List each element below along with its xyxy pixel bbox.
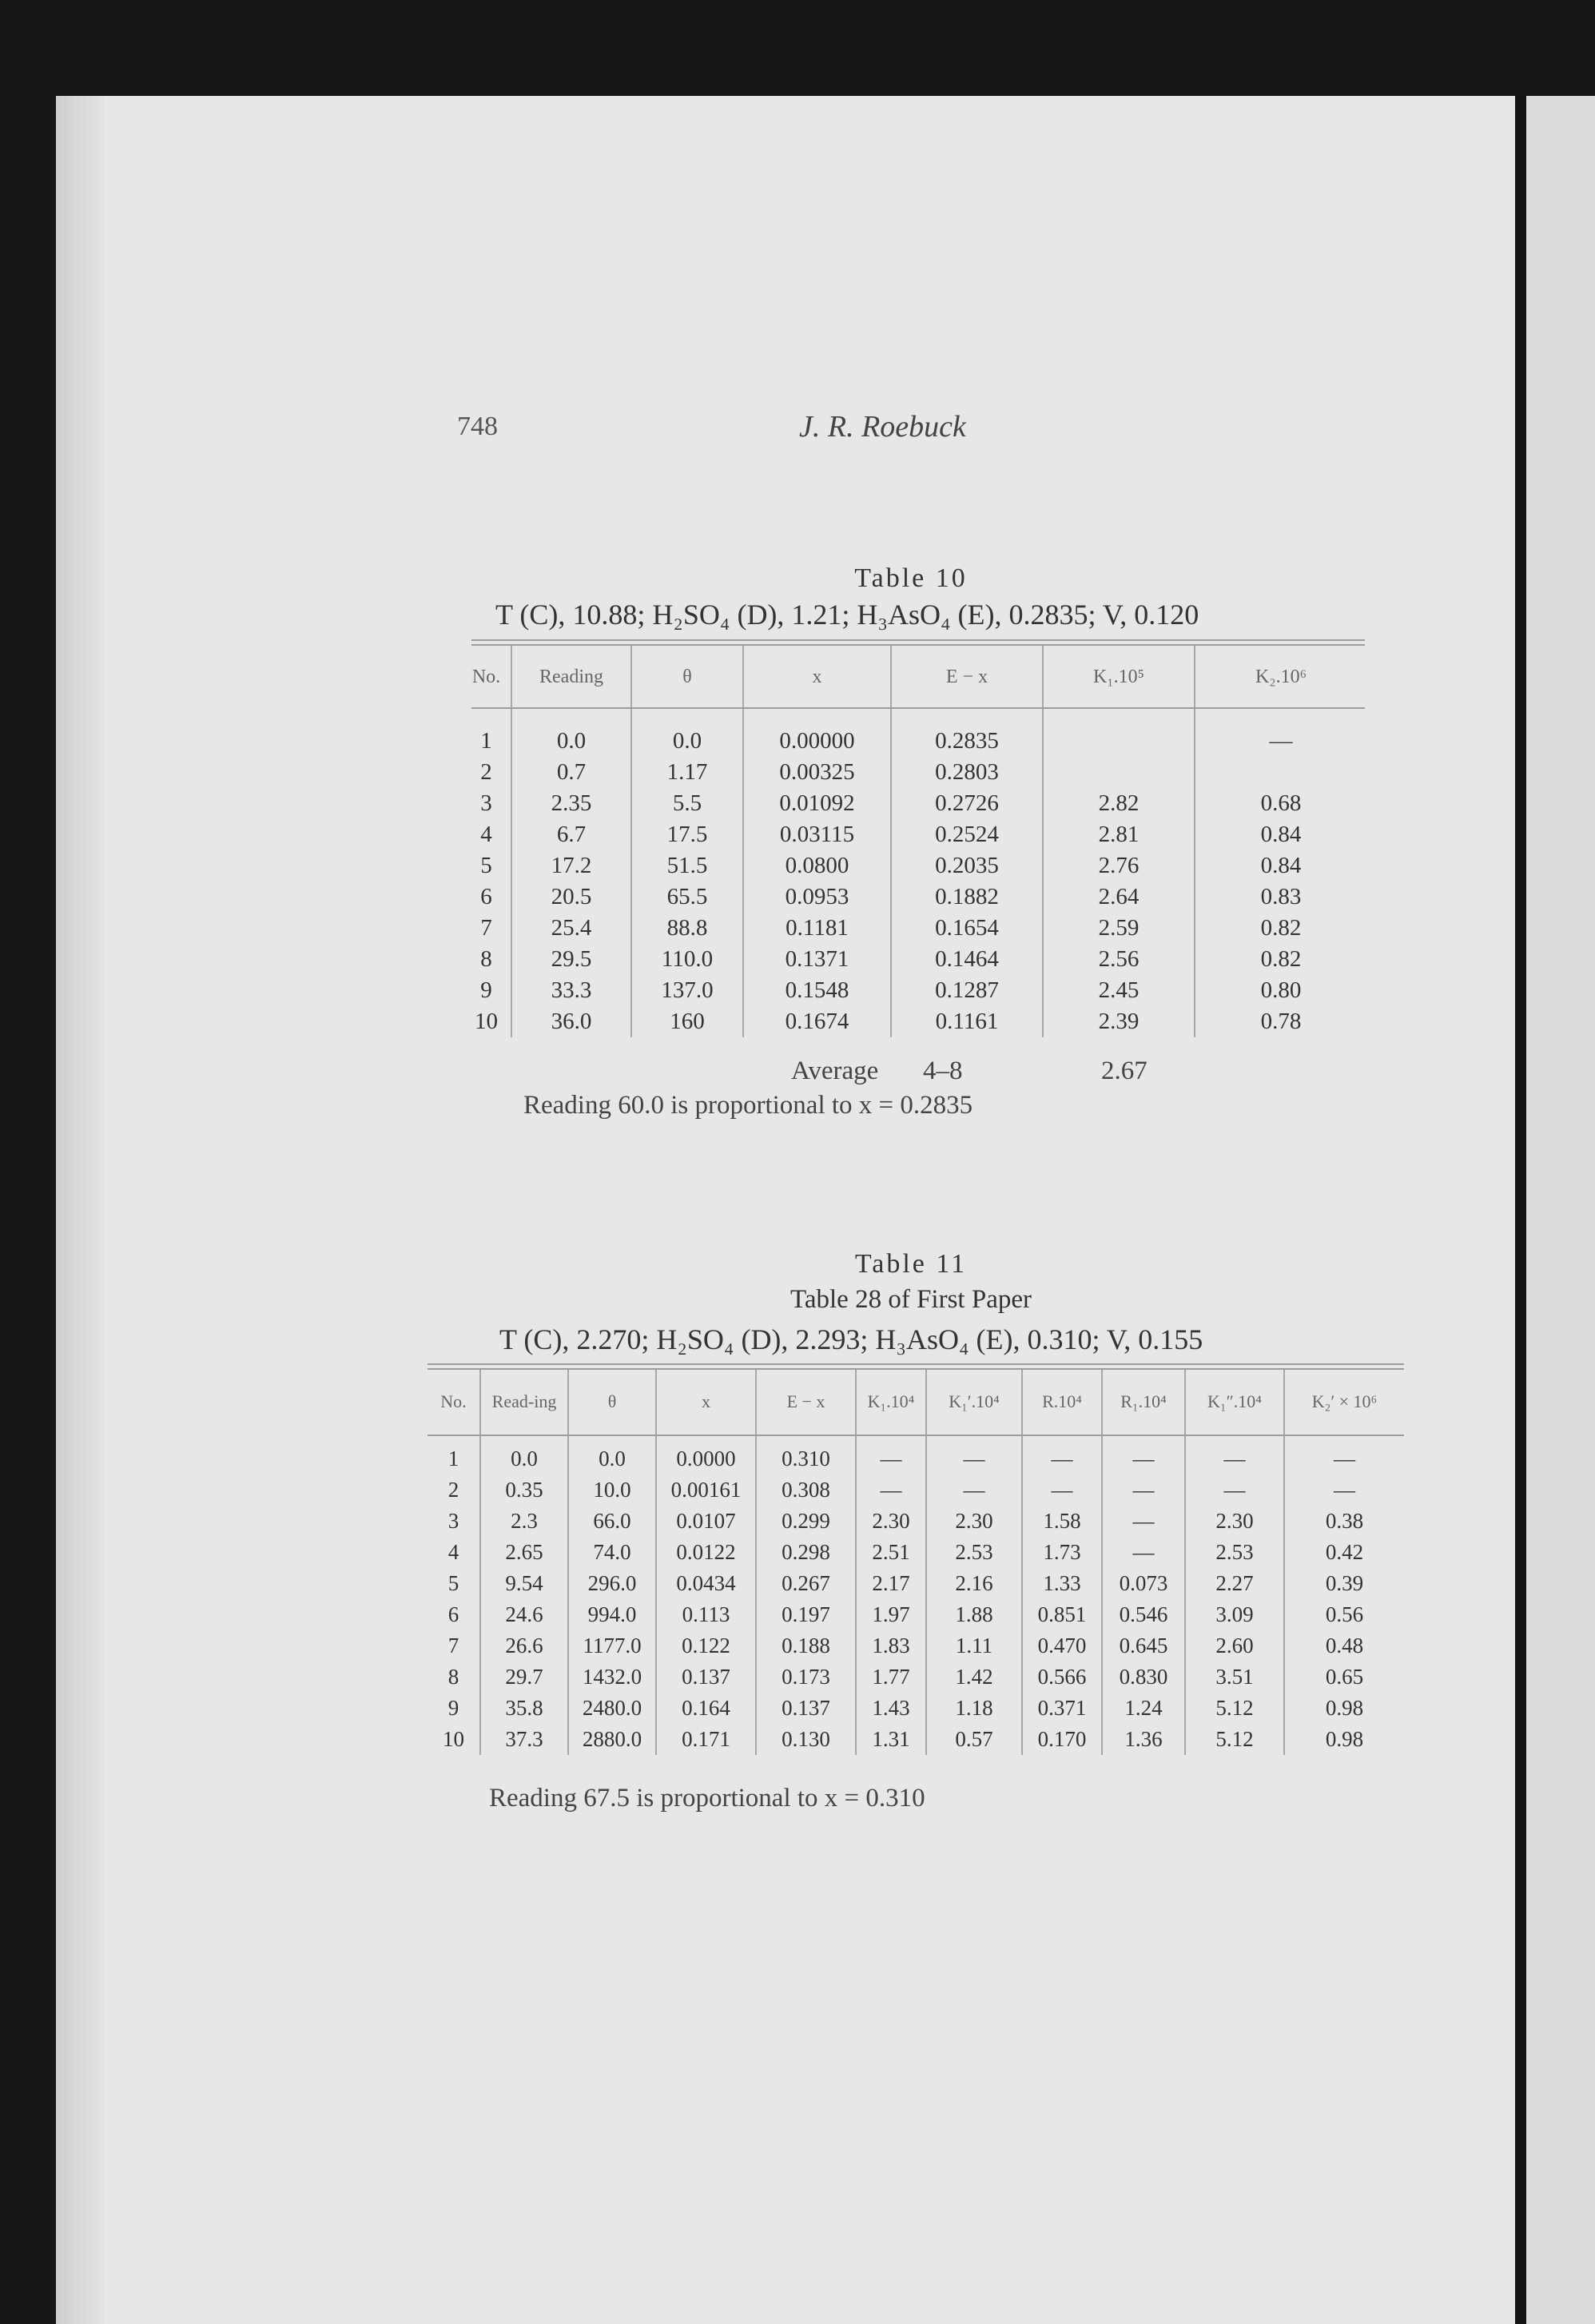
table11-cell-r1: — — [1102, 1537, 1185, 1568]
table11-footnote: Reading 67.5 is proportional to x = 0.310 — [489, 1784, 925, 1813]
table10-row — [462, 944, 1366, 975]
table11-cell-x: 0.113 — [656, 1599, 756, 1630]
table11-row — [428, 1630, 1404, 1661]
table10-cell-theta: 137.0 — [631, 975, 743, 1006]
table10-cell-theta: 51.5 — [631, 850, 743, 881]
table10-cell-theta: 65.5 — [631, 881, 743, 913]
table11-cell-x: 0.0107 — [656, 1506, 756, 1537]
table10-cell-k2: — — [1195, 708, 1366, 757]
table10-cell-k1: 2.59 — [1043, 913, 1195, 944]
table11-cell-k2-prime: — — [1284, 1434, 1404, 1474]
table10-cell-theta: 88.8 — [631, 913, 743, 944]
table10-header-rule — [471, 707, 1365, 709]
table10-average-value: 2.67 — [1101, 1057, 1148, 1085]
table11-cell-x: 0.0434 — [656, 1568, 756, 1599]
table10-cell-k1: 2.56 — [1043, 944, 1195, 975]
table11-cell-k1-prime: 2.30 — [926, 1506, 1022, 1537]
table10-cell-x: 0.00000 — [743, 708, 891, 757]
table11-row — [428, 1693, 1404, 1724]
table10-row — [462, 1006, 1366, 1037]
table11-cell-k1: — — [856, 1434, 926, 1474]
table11-cell-reading: 9.54 — [480, 1568, 568, 1599]
table11-row — [428, 1568, 1404, 1599]
table11-cell-k2-prime: 0.48 — [1284, 1630, 1404, 1661]
table11-cell-k1-double-prime: — — [1185, 1474, 1284, 1506]
table10-cell-e-minus-x: 0.1464 — [891, 944, 1043, 975]
table10-conditions: T (C), 10.88; H₂SO₄ (D), 1.21; H₃AsO₄ (E), 0.2835; V, 0.120 — [495, 599, 1199, 631]
table10-cell-x: 0.1674 — [743, 1006, 891, 1037]
table11-cell-k1: 1.97 — [856, 1599, 926, 1630]
table11-cell-k1-double-prime: — — [1185, 1434, 1284, 1474]
table10-col-theta: θ — [631, 646, 743, 708]
table11-row — [428, 1661, 1404, 1693]
table11-cell-x: 0.137 — [656, 1661, 756, 1693]
table11-cell-k2-prime: — — [1284, 1474, 1404, 1506]
table11-row — [428, 1474, 1404, 1506]
table11-cell-theta: 74.0 — [568, 1537, 656, 1568]
table11-cell-r1: 0.830 — [1102, 1661, 1185, 1693]
table10-col-x: x — [743, 646, 891, 708]
table11-col-r1: R₁.10⁴ — [1102, 1370, 1185, 1434]
table11-cell-x: 0.00161 — [656, 1474, 756, 1506]
table11-cell-r1: — — [1102, 1474, 1185, 1506]
table11-cell-k1-double-prime: 2.30 — [1185, 1506, 1284, 1537]
table11-cell-r: 0.566 — [1022, 1661, 1102, 1693]
table10-row — [462, 708, 1366, 757]
table10-cell-theta: 1.17 — [631, 757, 743, 788]
table11-cell-r: — — [1022, 1434, 1102, 1474]
table10-row — [462, 913, 1366, 944]
table10-cell-e-minus-x: 0.1654 — [891, 913, 1043, 944]
table11-cell-r: 1.58 — [1022, 1506, 1102, 1537]
table10-cell-e-minus-x: 0.1882 — [891, 881, 1043, 913]
table11-cell-e-minus-x: 0.298 — [756, 1537, 856, 1568]
table11-cell-r1: 0.645 — [1102, 1630, 1185, 1661]
table10-cell-reading: 20.5 — [511, 881, 631, 913]
table11-cell-reading: 24.6 — [480, 1599, 568, 1630]
table11-cell-x: 0.122 — [656, 1630, 756, 1661]
table11-cell-k1: 1.43 — [856, 1693, 926, 1724]
table11-cell-k1: — — [856, 1474, 926, 1506]
table11-cell-k1: 1.77 — [856, 1661, 926, 1693]
table11-cell-r1: 1.36 — [1102, 1724, 1185, 1755]
table11-cell-k1-prime: — — [926, 1434, 1022, 1474]
table10-row — [462, 975, 1366, 1006]
table10-cell-reading: 33.3 — [511, 975, 631, 1006]
table11-cell-e-minus-x: 0.188 — [756, 1630, 856, 1661]
table10-cell-reading: 2.35 — [511, 788, 631, 819]
table11-cell-k1: 2.17 — [856, 1568, 926, 1599]
table11-cell-k1-prime: 1.88 — [926, 1599, 1022, 1630]
table10-cell-x: 0.1371 — [743, 944, 891, 975]
table11-cell-r: 0.470 — [1022, 1630, 1102, 1661]
table11-cell-reading: 2.65 — [480, 1537, 568, 1568]
table11-cell-reading: 2.3 — [480, 1506, 568, 1537]
table10-cell-reading: 0.7 — [511, 757, 631, 788]
table11-conditions: T (C), 2.270; H₂SO₄ (D), 2.293; H₃AsO₄ (E), 0.310; V, 0.155 — [499, 1323, 1203, 1355]
table10-row — [462, 881, 1366, 913]
table11-cell-reading: 29.7 — [480, 1661, 568, 1693]
table11-cell-theta: 2880.0 — [568, 1724, 656, 1755]
table11-cell-no: 5 — [447, 1571, 459, 1595]
table10-row — [462, 850, 1366, 881]
table11-cell-r: 1.33 — [1022, 1568, 1102, 1599]
table10-cell-e-minus-x: 0.2524 — [891, 819, 1043, 850]
table11-cell-k2-prime: 0.98 — [1284, 1693, 1404, 1724]
table10-cell-x: 0.0800 — [743, 850, 891, 881]
table11-cell-r: 1.73 — [1022, 1537, 1102, 1568]
table11-cell-k1-prime: 2.16 — [926, 1568, 1022, 1599]
table10-col-k2: K₂.10⁶ — [1195, 646, 1366, 708]
table10-cell-theta: 160 — [631, 1006, 743, 1037]
table11-cell-r1: — — [1102, 1506, 1185, 1537]
table11-cell-no: 6 — [447, 1602, 459, 1626]
table11-cell-theta: 1432.0 — [568, 1661, 656, 1693]
table11-cell-x: 0.0000 — [656, 1434, 756, 1474]
table10-cell-k1: 2.45 — [1043, 975, 1195, 1006]
table10-cell-reading: 36.0 — [511, 1006, 631, 1037]
table11-cell-r1: 1.24 — [1102, 1693, 1185, 1724]
table11-cell-x: 0.164 — [656, 1693, 756, 1724]
table11-header-rule — [428, 1435, 1404, 1436]
table11-cell-reading: 37.3 — [480, 1724, 568, 1755]
adjacent-page-edge — [1526, 96, 1595, 2324]
table10-cell-no: 6 — [480, 884, 492, 909]
table11-cell-k2-prime: 0.98 — [1284, 1724, 1404, 1755]
book-page — [56, 96, 1523, 2324]
table11-cell-r: 0.371 — [1022, 1693, 1102, 1724]
table11-cell-k1-double-prime: 3.09 — [1185, 1599, 1284, 1630]
table10-cell-reading: 29.5 — [511, 944, 631, 975]
table11-row — [428, 1724, 1404, 1755]
table11-col-k1-double-prime: K₁″.10⁴ — [1185, 1370, 1284, 1434]
table10-cell-k2: 0.68 — [1195, 788, 1366, 819]
table10-cell-no: 8 — [480, 946, 492, 972]
table11-cell-k1-double-prime: 2.60 — [1185, 1630, 1284, 1661]
table11-row — [428, 1537, 1404, 1568]
table10-cell-k1 — [1043, 708, 1195, 757]
table11-cell-e-minus-x: 0.137 — [756, 1693, 856, 1724]
table11-cell-k1: 2.30 — [856, 1506, 926, 1537]
table10-cell-k1: 2.39 — [1043, 1006, 1195, 1037]
table11-col-e-minus-x: E − x — [756, 1370, 856, 1434]
table11-cell-k1: 2.51 — [856, 1537, 926, 1568]
table10-cell-theta: 110.0 — [631, 944, 743, 975]
table10-cell-k1: 2.82 — [1043, 788, 1195, 819]
table10-col-k1: K₁.10⁵ — [1043, 646, 1195, 708]
table10-cell-no: 1 — [480, 728, 492, 754]
table11-header-row — [428, 1370, 1404, 1434]
table10-footnote: Reading 60.0 is proportional to x = 0.2835 — [523, 1091, 973, 1120]
table11-row — [428, 1506, 1404, 1537]
table10-col-reading: Reading — [511, 646, 631, 708]
table11-cell-k2-prime: 0.65 — [1284, 1661, 1404, 1693]
table10-cell-k2: 0.80 — [1195, 975, 1366, 1006]
table10-cell-reading: 25.4 — [511, 913, 631, 944]
table11-cell-theta: 1177.0 — [568, 1630, 656, 1661]
table10-cell-k1: 2.76 — [1043, 850, 1195, 881]
table11-title: Table 11 — [854, 1249, 968, 1279]
table11-col-k2-prime: K₂′ × 10⁶ — [1284, 1370, 1404, 1434]
table11-cell-k1-double-prime: 2.53 — [1185, 1537, 1284, 1568]
table10-cell-k2: 0.83 — [1195, 881, 1366, 913]
table10-cell-reading: 0.0 — [511, 708, 631, 757]
table11-cell-no: 1 — [447, 1447, 459, 1470]
table11-cell-x: 0.171 — [656, 1724, 756, 1755]
table10-cell-k1: 2.64 — [1043, 881, 1195, 913]
table10-title: Table 10 — [854, 563, 968, 593]
table10-cell-no: 2 — [480, 759, 492, 785]
table10-cell-no: 3 — [480, 790, 492, 816]
page-binding-shadow — [56, 96, 104, 2324]
table10-cell-k2 — [1195, 757, 1366, 788]
table10-cell-k1 — [1043, 757, 1195, 788]
table10-cell-e-minus-x: 0.2035 — [891, 850, 1043, 881]
table11-cell-k1: 1.31 — [856, 1724, 926, 1755]
table11-cell-reading: 35.8 — [480, 1693, 568, 1724]
table11-cell-theta: 0.0 — [568, 1434, 656, 1474]
table10-row — [462, 757, 1366, 788]
table11-col-theta: θ — [568, 1370, 656, 1434]
table11-subtitle: Table 28 of First Paper — [790, 1285, 1032, 1314]
table11-cell-k2-prime: 0.39 — [1284, 1568, 1404, 1599]
table10-average-range: 4–8 — [923, 1057, 963, 1085]
table11 — [428, 1370, 1404, 1755]
table11-row — [428, 1599, 1404, 1630]
table11-cell-no: 3 — [447, 1509, 459, 1533]
table11-cell-e-minus-x: 0.310 — [756, 1434, 856, 1474]
table11-cell-r1: 0.546 — [1102, 1599, 1185, 1630]
table11-cell-k1: 1.83 — [856, 1630, 926, 1661]
table11-cell-e-minus-x: 0.130 — [756, 1724, 856, 1755]
table10-cell-theta: 5.5 — [631, 788, 743, 819]
table11-cell-reading: 0.35 — [480, 1474, 568, 1506]
table10-cell-e-minus-x: 0.1161 — [891, 1006, 1043, 1037]
table10-cell-x: 0.1548 — [743, 975, 891, 1006]
table11-cell-k1-double-prime: 5.12 — [1185, 1724, 1284, 1755]
table11-col-reading: Read-ing — [480, 1370, 568, 1434]
table11-cell-r: 0.851 — [1022, 1599, 1102, 1630]
table10-average-label: Average — [791, 1057, 879, 1085]
table11-cell-reading: 26.6 — [480, 1630, 568, 1661]
table10-cell-e-minus-x: 0.2803 — [891, 757, 1043, 788]
table10-header-row — [462, 646, 1366, 708]
table11-cell-r: 0.170 — [1022, 1724, 1102, 1755]
table10-cell-k2: 0.78 — [1195, 1006, 1366, 1037]
table10-cell-theta: 0.0 — [631, 708, 743, 757]
table10-cell-k2: 0.82 — [1195, 944, 1366, 975]
table11-cell-no: 10 — [443, 1727, 464, 1751]
table10-cell-no: 4 — [480, 822, 492, 847]
table10-cell-x: 0.00325 — [743, 757, 891, 788]
table11-cell-k1-prime: — — [926, 1474, 1022, 1506]
table11-cell-theta: 296.0 — [568, 1568, 656, 1599]
table11-cell-no: 7 — [447, 1634, 459, 1657]
table10 — [462, 646, 1366, 1037]
table11-cell-no: 2 — [447, 1478, 459, 1502]
table11-cell-no: 4 — [447, 1540, 459, 1564]
table10-col-no: No. — [471, 666, 501, 687]
running-author: J. R. Roebuck — [799, 410, 966, 444]
table10-col-e-minus-x: E − x — [891, 646, 1043, 708]
table11-cell-k1-prime: 0.57 — [926, 1724, 1022, 1755]
table11-cell-reading: 0.0 — [480, 1434, 568, 1474]
table11-cell-k2-prime: 0.42 — [1284, 1537, 1404, 1568]
table11-cell-e-minus-x: 0.197 — [756, 1599, 856, 1630]
table10-cell-e-minus-x: 0.2835 — [891, 708, 1043, 757]
table11-cell-k2-prime: 0.38 — [1284, 1506, 1404, 1537]
table11-cell-no: 8 — [447, 1665, 459, 1689]
table11-row — [428, 1434, 1404, 1474]
table11-col-k1: K₁.10⁴ — [856, 1370, 926, 1434]
table11-cell-r: — — [1022, 1474, 1102, 1506]
table10-cell-e-minus-x: 0.2726 — [891, 788, 1043, 819]
table11-cell-k1-double-prime: 5.12 — [1185, 1693, 1284, 1724]
table11-cell-x: 0.0122 — [656, 1537, 756, 1568]
table11-cell-r1: — — [1102, 1434, 1185, 1474]
table10-cell-k2: 0.84 — [1195, 850, 1366, 881]
table11-cell-k1-prime: 1.11 — [926, 1630, 1022, 1661]
table11-cell-theta: 66.0 — [568, 1506, 656, 1537]
table11-cell-e-minus-x: 0.308 — [756, 1474, 856, 1506]
table11-cell-e-minus-x: 0.299 — [756, 1506, 856, 1537]
table10-cell-k2: 0.84 — [1195, 819, 1366, 850]
page-number: 748 — [457, 412, 498, 441]
table10-cell-k1: 2.81 — [1043, 819, 1195, 850]
table11-cell-theta: 2480.0 — [568, 1693, 656, 1724]
table10-cell-theta: 17.5 — [631, 819, 743, 850]
table10-cell-x: 0.1181 — [743, 913, 891, 944]
table11-col-k1-prime: K₁′.10⁴ — [926, 1370, 1022, 1434]
table11-cell-k1-prime: 1.42 — [926, 1661, 1022, 1693]
table10-cell-reading: 17.2 — [511, 850, 631, 881]
table11-cell-k1-prime: 1.18 — [926, 1693, 1022, 1724]
table10-cell-no: 5 — [480, 853, 492, 878]
table10-cell-x: 0.01092 — [743, 788, 891, 819]
table10-cell-x: 0.0953 — [743, 881, 891, 913]
table11-col-no: No. — [440, 1391, 467, 1411]
table11-top-rule — [428, 1363, 1404, 1365]
table11-cell-theta: 994.0 — [568, 1599, 656, 1630]
table11-cell-k1-double-prime: 2.27 — [1185, 1568, 1284, 1599]
table11-col-r: R.10⁴ — [1022, 1370, 1102, 1434]
table11-cell-k1-double-prime: 3.51 — [1185, 1661, 1284, 1693]
table10-cell-no: 10 — [475, 1009, 498, 1034]
table10-cell-e-minus-x: 0.1287 — [891, 975, 1043, 1006]
table10-cell-no: 9 — [480, 977, 492, 1003]
table11-cell-k1-prime: 2.53 — [926, 1537, 1022, 1568]
table11-cell-r1: 0.073 — [1102, 1568, 1185, 1599]
table10-row — [462, 788, 1366, 819]
table10-cell-no: 7 — [480, 915, 492, 941]
table10-cell-x: 0.03115 — [743, 819, 891, 850]
table11-cell-theta: 10.0 — [568, 1474, 656, 1506]
table11-col-x: x — [656, 1370, 756, 1434]
page-gutter — [1515, 96, 1526, 2324]
table11-cell-k2-prime: 0.56 — [1284, 1599, 1404, 1630]
table11-cell-no: 9 — [447, 1696, 459, 1720]
table10-cell-reading: 6.7 — [511, 819, 631, 850]
table10-cell-k2: 0.82 — [1195, 913, 1366, 944]
table10-top-rule — [471, 639, 1365, 641]
table11-cell-e-minus-x: 0.267 — [756, 1568, 856, 1599]
table10-row — [462, 819, 1366, 850]
table11-cell-e-minus-x: 0.173 — [756, 1661, 856, 1693]
